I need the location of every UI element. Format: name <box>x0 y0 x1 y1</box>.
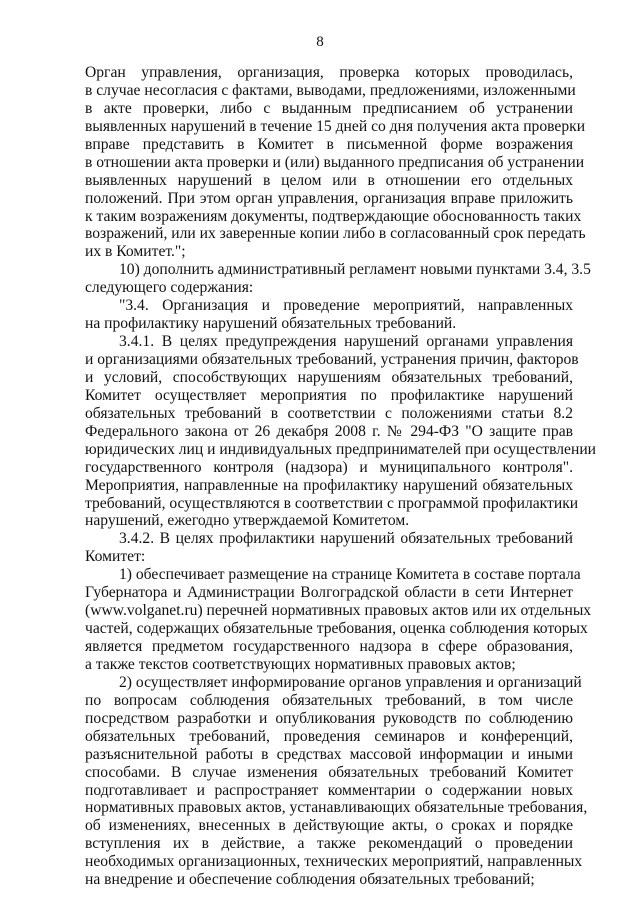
text-line: государственного контроля (надзора) и муниципального контроля". <box>85 458 573 476</box>
text-line: юридических лиц и индивидуальных предпринимателей при осуществлении <box>85 440 597 458</box>
text-line: Губернатора и Администрации Волгоградской области в сети Интернет <box>85 584 573 602</box>
text-line: посредством разработки и опубликования руководств по соблюдению <box>85 709 573 727</box>
text-line: 3.4.2. В целях профилактики нарушений обязательных требований <box>119 530 573 548</box>
text-line: 1) обеспечивает размещение на странице Комитета в составе портала <box>119 566 581 584</box>
document-body <box>85 64 597 889</box>
paragraph <box>85 333 597 530</box>
text-line: их в Комитет."; <box>85 243 186 261</box>
text-line: требований, осуществляются в соответствии с программой профилактики <box>85 494 579 512</box>
paragraph <box>85 64 586 261</box>
text-line: и организациями обязательных требований, устранения причин, факторов <box>85 351 579 368</box>
paragraph <box>85 261 591 297</box>
page-number: 8 <box>316 34 324 50</box>
text-line: 2) осуществляет информирование органов управления и организаций <box>119 673 582 691</box>
text-line: в отношении акта проверки и (или) выданного предписания об устранении <box>85 153 585 171</box>
text-line: возражений, или их заверенные копии либо в согласованный срок передать <box>85 225 586 243</box>
text-line: в случае несогласия с фактами, выводами, предложениями, изложенными <box>85 81 576 99</box>
text-line: Федерального закона от 26 декабря 2008 г. № 294-ФЗ "О защите прав <box>85 422 573 440</box>
text-line: в акте проверки, либо с выданным предписанием об устранении <box>85 99 573 117</box>
text-line: обязательных требований, проведения семинаров и конференций, <box>85 727 573 745</box>
text-line: на внедрение и обеспечение соблюдения обязательных требований; <box>85 871 535 889</box>
text-line: нарушений, ежегодно утверждаемой Комитетом. <box>85 512 410 530</box>
paragraph <box>85 566 592 674</box>
text-line: необходимых организационных, технических мероприятий, направленных <box>85 853 583 871</box>
text-line: Мероприятия, направленные на профилактику нарушений обязательных <box>85 476 573 494</box>
text-line: разъяснительной работы в средствах массовой информации и иными <box>85 745 573 763</box>
text-line: "3.4. Организация и проведение мероприятий, направленных <box>119 297 573 315</box>
text-line: является предметом государственного надзора в сфере образования, <box>85 638 573 655</box>
text-line: выявленных нарушений в целом или в отношении его отдельных <box>85 171 573 189</box>
text-line: (www.volganet.ru) перечней нормативных правовых актов или их отдельных <box>85 602 592 620</box>
text-line: по вопросам соблюдения обязательных требований, в том числе <box>85 691 573 709</box>
text-line: 10) дополнить административный регламент новыми пунктами 3.4, 3.5 <box>119 261 591 279</box>
text-line: Орган управления, организация, проверка которых проводилась, <box>85 64 573 81</box>
text-line: Комитет: <box>85 548 146 566</box>
text-line: а также текстов соответствующих нормативных правовых актов; <box>85 655 516 673</box>
text-line: подготавливает и распространяет комментарии о содержании новых <box>85 781 573 799</box>
text-line: и условий, способствующих нарушениям обязательных требований, <box>85 368 573 386</box>
text-line: частей, содержащих обязательные требования, оценка соблюдения которых <box>85 620 588 638</box>
text-line: выявленных нарушений в течение 15 дней со дня получения акта проверки <box>85 117 586 135</box>
text-line: положений. При этом орган управления, организация вправе приложить <box>85 189 573 207</box>
text-line: обязательных требований в соответствии с положениями статьи 8.2 <box>85 404 573 422</box>
text-line: на профилактику нарушений обязательных требований. <box>85 315 457 333</box>
text-line: к таким возражениям документы, подтверждающие обоснованность таких <box>85 207 582 225</box>
paragraph <box>85 297 573 333</box>
paragraph <box>85 673 588 889</box>
text-line: следующего содержания: <box>85 279 254 297</box>
text-line: способами. В случае изменения обязательных требований Комитет <box>85 763 573 781</box>
text-line: об изменениях, внесенных в действующие акты, о сроках и порядке <box>85 817 573 835</box>
text-line: вступления их в действие, а также рекомендаций о проведении <box>85 835 573 853</box>
text-line: вправе представить в Комитет в письменной форме возражения <box>85 135 573 153</box>
text-line: нормативных правовых актов, устанавливающих обязательные требования, <box>85 799 588 817</box>
text-line: 3.4.1. В целях предупреждения нарушений органами управления <box>119 333 573 351</box>
paragraph <box>85 530 573 566</box>
text-line: Комитет осуществляет мероприятия по профилактике нарушений <box>85 386 573 404</box>
